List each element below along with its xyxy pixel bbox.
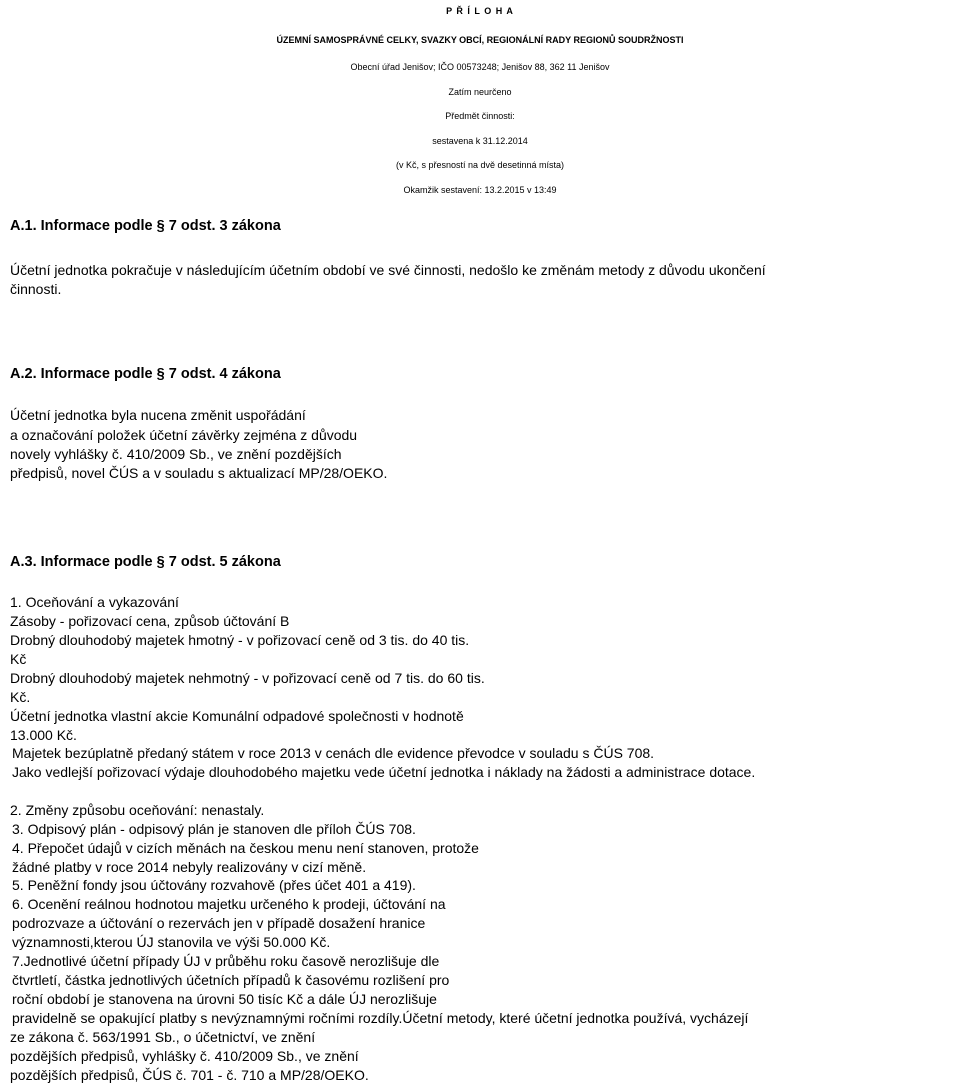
a3-line: Drobný dlouhodobý majetek nehmotný - v pořizovací ceně od 7 tis. do 60 tis. (10, 670, 485, 686)
a3-line: podrozvaze a účtování o rezervách jen v případě dosažení hranice (12, 915, 426, 931)
header-line-4: Předmět činnosti: (445, 111, 515, 121)
a3-line: Kč (10, 651, 27, 667)
a3-line: 3. Odpisový plán - odpisový plán je stanoven dle příloh ČÚS 708. (12, 821, 416, 837)
a3-line: ze zákona č. 563/1991 Sb., o účetnictví, ve znění (10, 1029, 316, 1045)
paragraph-sign-icon: § (156, 366, 165, 382)
a3-line: 2. Změny způsobu oceňování: nenastaly. (10, 802, 265, 818)
a3-line: 5. Peněžní fondy jsou účtovány rozvahově (přes účet 401 a 419). (12, 877, 416, 893)
header-line-3: Zatím neurčeno (448, 87, 512, 97)
a3-line: významnosti,kterou ÚJ stanovila ve výši 50.000 Kč. (12, 934, 331, 950)
section-a2-heading (10, 366, 281, 383)
section-a3-heading-pre: A.3. Informace podle (10, 554, 153, 570)
document-subtitle: ÚZEMNÍ SAMOSPRÁVNÉ CELKY, SVAZKY OBCÍ, REGIONÁLNÍ RADY REGIONŮ SOUDRŽNOSTI (276, 35, 684, 45)
a3-line: Jako vedlejší pořizovací výdaje dlouhodobého majetku vede účetní jednotka i náklady na žádosti a administrace dotace. (12, 764, 756, 780)
header-line-5: sestavena k 31.12.2014 (432, 136, 528, 146)
section-a2-heading-post: 7 odst. 4 zákona (168, 366, 281, 382)
section-a1-heading-post: 7 odst. 3 zákona (168, 218, 281, 234)
a3-line: Kč. (10, 689, 31, 705)
a3-line: 1. Oceňování a vykazování (10, 594, 179, 610)
header-line-7: Okamžik sestavení: 13.2.2015 v 13:49 (403, 185, 557, 195)
a3-line: 4. Přepočet údajů v cizích měnách na českou menu není stanoven, protože (12, 840, 479, 856)
a1-line: činnosti. (10, 281, 62, 297)
a3-line: Účetní jednotka vlastní akcie Komunální odpadové společnosti v hodnotě (10, 708, 464, 724)
a2-line: novely vyhlášky č. 410/2009 Sb., ve znění pozdějších (10, 446, 342, 462)
header-line-6: (v Kč, s přesností na dvě desetinná místa) (395, 160, 565, 170)
a3-line: Zásoby - pořizovací cena, způsob účtování B (10, 613, 290, 629)
a3-line: Drobný dlouhodobý majetek hmotný - v pořizovací ceně od 3 tis. do 40 tis. (10, 632, 470, 648)
section-a3-heading (10, 554, 281, 571)
unit-info: Obecní úřad Jenišov; IČO 00573248; Jenišov 88, 362 11 Jenišov (350, 62, 610, 72)
a2-line: Účetní jednotka byla nucena změnit uspořádání (10, 407, 306, 423)
section-a2-heading-pre: A.2. Informace podle (10, 366, 153, 382)
a3-line: Majetek bezúplatně předaný státem v roce 2013 v cenách dle evidence převodce v souladu s ČÚS 708. (12, 745, 655, 761)
a2-line: a označování položek účetní závěrky zejména z důvodu (10, 427, 358, 443)
a3-line: žádné platby v roce 2014 nebyly realizovány v cizí měně. (12, 859, 367, 875)
a2-line: předpisů, novel ČÚS a v souladu s aktualizací MP/28/OEKO. (10, 465, 388, 481)
a3-line: pravidelně se opakující platby s nevýznamnými ročními rozdíly.Účetní metody, které účetní jednotka používá, vycházejí (12, 1010, 749, 1026)
paragraph-sign-icon: § (156, 554, 165, 570)
a3-line: 13.000 Kč. (10, 727, 77, 743)
section-a3-heading-post: 7 odst. 5 zákona (168, 554, 281, 570)
a3-line: 7.Jednotlivé účetní případy ÚJ v průběhu roku časově nerozlišuje dle (12, 953, 440, 969)
a3-line: roční období je stanovena na úrovni 50 tisíc Kč a dále ÚJ nerozlišuje (12, 991, 437, 1007)
a3-line: pozdějších předpisů, ČÚS č. 701 - č. 710 a MP/28/OEKO. (10, 1067, 369, 1083)
a3-line: 6. Ocenění reálnou hodnotou majetku určeného k prodeji, účtování na (12, 896, 446, 912)
document-title: P Ř Í L O H A (446, 6, 514, 16)
a3-line: pozdějších předpisů, vyhlášky č. 410/2009 Sb., ve znění (10, 1048, 359, 1064)
a1-line: Účetní jednotka pokračuje v následujícím účetním období ve své činnosti, nedošlo ke změnám metody z důvodu ukončení (10, 262, 766, 278)
section-a1-heading-pre: A.1. Informace podle (10, 218, 153, 234)
paragraph-sign-icon: § (156, 218, 165, 234)
a3-line: čtvrtletí, částka jednotlivých účetních případů k časovému rozlišení pro (12, 972, 450, 988)
section-a1-heading (10, 218, 281, 235)
